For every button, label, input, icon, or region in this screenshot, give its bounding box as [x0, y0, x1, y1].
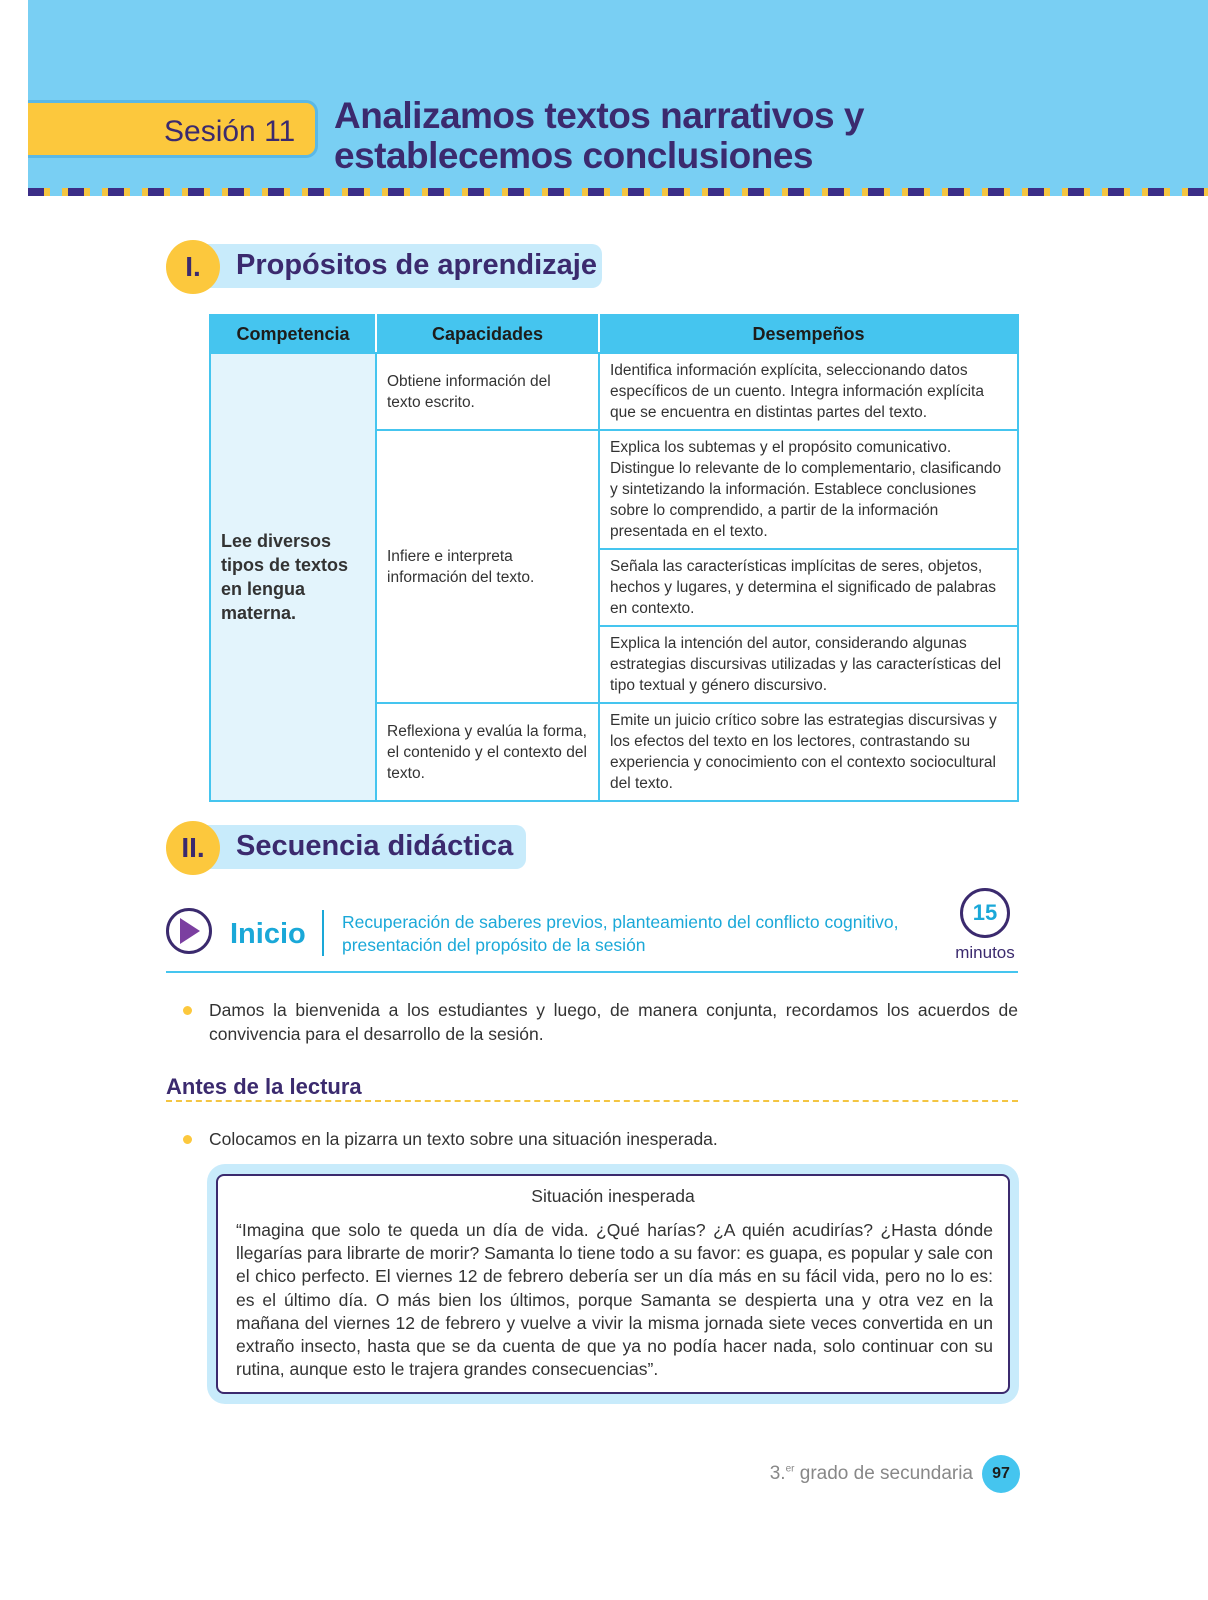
capacidad-cell: Obtiene información del texto escrito. [376, 353, 599, 430]
desempeno-cell: Identifica información explícita, seleccionando datos específicos de un cuento. Integra información explícita que se encuentra en distintas partes del texto. [599, 353, 1018, 430]
timer-unit: minutos [955, 943, 1015, 962]
inicio-label: Inicio [230, 918, 306, 950]
desempeno-cell: Explica los subtemas y el propósito comunicativo. Distingue lo relevante de lo complementario, clasificando y sintetizando la información. Establece conclusiones sobre lo comprendido, a partir de la información presentada en el texto. [599, 430, 1018, 549]
table-header-row [210, 315, 1018, 353]
textbox-title: Situación inesperada [531, 1186, 695, 1206]
timer-icon [960, 888, 1010, 938]
section-2-header [166, 821, 530, 881]
inicio-divider [166, 971, 1018, 973]
timer-value: 15 [972, 900, 998, 925]
grade-superscript: er [785, 1463, 795, 1475]
purposes-table [209, 314, 1019, 802]
title-line-1: Analizamos textos narrativos y [334, 95, 864, 136]
title-line-2: establecemos conclusiones [334, 135, 813, 176]
play-triangle-icon [180, 918, 200, 944]
header-desempenos: Desempeños [599, 315, 1018, 353]
dashed-divider [166, 1100, 1018, 1102]
desempeno-cell: Emite un juicio crítico sobre las estrategias discursivas y los efectos del texto en los lectores, contrastando su experiencia y conocimiento con el contexto sociocultural del texto. [599, 703, 1018, 801]
desempeno-cell: Explica la intención del autor, considerando algunas estrategias discursivas utilizadas y las características del tipo textual y género discursivo. [599, 626, 1018, 703]
page-title [334, 96, 974, 176]
header-capacidades: Capacidades [376, 315, 599, 353]
inicio-separator [322, 910, 324, 956]
session-label: Sesión 11 [164, 115, 296, 148]
capacidad-cell: Reflexiona y evalúa la forma, el contenido y el contexto del texto. [376, 703, 599, 801]
header-competencia: Competencia [210, 315, 376, 353]
section-1-title: Propósitos de aprendizaje [236, 249, 597, 281]
bullet-dot-icon [183, 1006, 192, 1015]
footer-grade [740, 1463, 973, 1485]
grade-text: grado de secundaria [794, 1463, 973, 1484]
grade-number: 3. [769, 1463, 786, 1484]
table-row [210, 353, 1018, 430]
section-2-number: II. [166, 821, 220, 875]
header-stripe [28, 188, 1208, 196]
section-2-bar [206, 825, 526, 869]
competencia-cell: Lee diversos tipos de textos en lengua materna. [210, 353, 376, 801]
section-2-title: Secuencia didáctica [236, 830, 514, 862]
bullet-paragraph: Damos la bienvenida a los estudiantes y luego, de manera conjunta, recordamos los acuerdos de convivencia para el desarrollo de la sesión. [209, 1000, 1018, 1044]
section-1-number: I. [166, 240, 220, 294]
capacidad-cell: Infiere e interpreta información del texto. [376, 430, 599, 703]
bullet-dot-icon [183, 1135, 192, 1144]
desempeno-cell: Señala las características implícitas de seres, objetos, hechos y lugares, y determina el significado de palabras en contexto. [599, 549, 1018, 626]
inicio-description: Recuperación de saberes previos, planteamiento del conflicto cognitivo, presentación del propósito de la sesión [342, 912, 899, 955]
bullet-paragraph: Colocamos en la pizarra un texto sobre una situación inesperada. [209, 1129, 718, 1149]
section-1-header [166, 240, 606, 300]
session-tab [28, 100, 318, 158]
subheading: Antes de la lectura [166, 1074, 362, 1099]
section-1-bar [206, 244, 602, 288]
page-number: 97 [982, 1455, 1020, 1493]
textbox-body: “Imagina que solo te queda un día de vida. ¿Qué harías? ¿A quién acudirías? ¿Hasta dónde llegarías para librarte de morir? Samanta lo tiene todo a su favor: es guapa, es popular y sale con el chico perfecto. El viernes 12 de febrero debería ser un día más en su fácil vida, pero no lo es: es el último día. O más bien los últimos, porque Samanta se despierta una y otra vez en la mañana del viernes 12 de febrero y vuelve a vivir la misma jornada siete veces convertida en un extraño insecto, hasta que se da cuenta de que ya no podía hacer nada, solo continuar con su rutina, aunque esto le trajera grandes consecuencias”. [236, 1220, 993, 1380]
